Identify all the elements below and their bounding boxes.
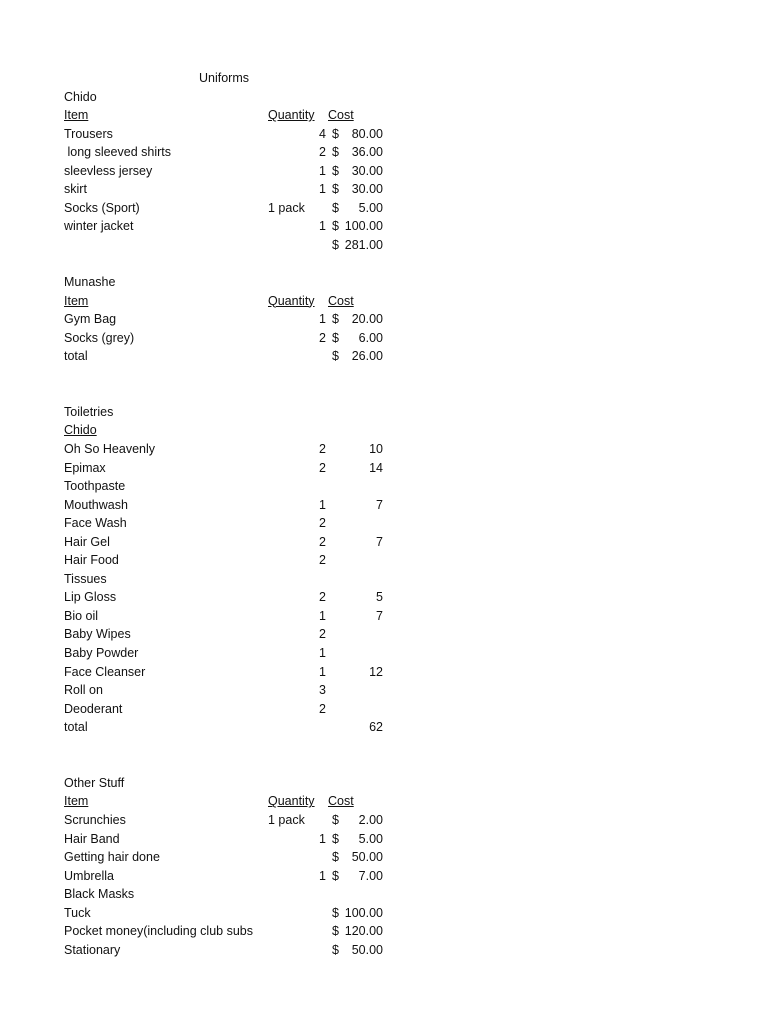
item-cell: Black Masks — [64, 887, 135, 902]
quantity-cell: 1 pack — [268, 812, 305, 827]
item-cell: Pocket money(including club subs — [64, 924, 253, 939]
item-cell: Socks (grey) — [64, 330, 135, 345]
cost-cell: 120.00 — [344, 924, 383, 939]
cost-cell: 7.00 — [358, 868, 383, 883]
quantity-cell: 2 — [319, 590, 326, 605]
item-cell: Baby Powder — [64, 646, 139, 660]
cost-cell: 100.00 — [344, 219, 383, 234]
currency-symbol: $ — [332, 163, 339, 178]
cost-cell: 50.00 — [351, 942, 383, 957]
section-title: Other Stuff — [64, 775, 125, 790]
table-row — [0, 848, 768, 867]
item-cell: Face Wash — [64, 516, 127, 531]
quantity-column-header: Quantity — [268, 108, 315, 123]
cost-cell: 20.00 — [351, 312, 383, 327]
table-row — [0, 941, 768, 960]
table-row — [0, 922, 768, 941]
item-cell: Scrunchies — [64, 812, 126, 827]
total-amount: 26.00 — [351, 349, 383, 364]
currency-symbol: $ — [332, 831, 339, 846]
table-row — [0, 811, 768, 830]
item-cell: Bio oil — [64, 608, 99, 623]
item-cell: Deoderant — [64, 701, 123, 716]
table-row — [0, 199, 768, 218]
table-row — [0, 551, 768, 570]
cost-column-header: Cost — [328, 108, 354, 123]
item-cell: Stationary — [64, 942, 121, 957]
item-cell: Gym Bag — [64, 312, 117, 327]
item-cell: Lip Gloss — [64, 590, 117, 605]
table-row — [0, 514, 768, 533]
table-row — [0, 885, 768, 904]
total-amount: 62 — [369, 720, 383, 735]
item-cell: Toothpaste — [64, 479, 126, 494]
quantity-cell: 1 — [319, 312, 326, 327]
table-row — [0, 180, 768, 199]
total-row — [0, 718, 768, 737]
section-subheading-row — [0, 421, 768, 440]
cost-cell: 6.00 — [358, 330, 383, 345]
cost-cell: 7 — [376, 534, 383, 549]
item-cell: Roll on — [64, 683, 103, 698]
table-row — [0, 459, 768, 478]
quantity-cell: 2 — [319, 627, 326, 642]
table-row — [0, 644, 768, 663]
total-row — [0, 236, 768, 255]
section-subtitle: Chido — [64, 423, 97, 438]
table-row — [0, 477, 768, 496]
item-column-header: Item — [64, 108, 89, 123]
quantity-cell: 1 — [319, 664, 326, 679]
table-row — [0, 496, 768, 515]
table-row — [0, 440, 768, 459]
currency-symbol: $ — [332, 330, 339, 345]
quantity-cell: 1 — [319, 219, 326, 234]
currency-symbol: $ — [332, 145, 339, 160]
quantity-cell: 1 — [319, 497, 326, 512]
title-row — [0, 69, 768, 88]
page-title: Uniforms — [199, 71, 250, 85]
currency-symbol: $ — [332, 237, 339, 252]
item-cell: skirt — [64, 182, 87, 197]
cost-cell: 12 — [369, 664, 383, 679]
item-cell: sleevless jersey — [64, 163, 153, 178]
cost-cell: 2.00 — [358, 812, 383, 827]
item-cell: total — [64, 720, 88, 735]
item-cell: Epimax — [64, 460, 106, 475]
quantity-cell: 1 — [319, 868, 326, 883]
quantity-cell: 2 — [319, 534, 326, 549]
cost-cell: 30.00 — [351, 182, 383, 197]
item-cell: Oh So Heavenly — [64, 441, 156, 456]
quantity-cell: 2 — [319, 701, 326, 716]
item-cell: Umbrella — [64, 868, 115, 883]
table-row — [0, 162, 768, 181]
table-row — [0, 533, 768, 552]
item-column-header: Item — [64, 794, 89, 809]
cost-cell: 7 — [376, 497, 383, 512]
cost-cell: 36.00 — [351, 145, 383, 160]
section-title: Toiletries — [64, 404, 114, 419]
currency-symbol: $ — [332, 182, 339, 197]
quantity-cell: 1 — [319, 182, 326, 197]
quantity-cell: 2 — [319, 516, 326, 531]
table-row — [0, 125, 768, 144]
table-row — [0, 143, 768, 162]
currency-symbol: $ — [332, 942, 339, 957]
currency-symbol: $ — [332, 219, 339, 234]
quantity-cell: 2 — [319, 330, 326, 345]
currency-symbol: $ — [332, 200, 339, 215]
item-cell: Baby Wipes — [64, 627, 131, 642]
table-row — [0, 588, 768, 607]
table-row — [0, 663, 768, 682]
section-title: Chido — [64, 89, 97, 104]
table-row — [0, 867, 768, 886]
cost-cell: 10 — [369, 441, 383, 456]
quantity-column-header: Quantity — [268, 794, 315, 809]
table-row — [0, 607, 768, 626]
item-cell: Getting hair done — [64, 850, 160, 865]
table-row — [0, 329, 768, 348]
total-row — [0, 347, 768, 366]
cost-column-header: Cost — [328, 293, 354, 308]
item-cell: Trousers — [64, 126, 113, 141]
cost-cell: 5.00 — [358, 831, 383, 846]
table-row — [0, 681, 768, 700]
currency-symbol: $ — [332, 312, 339, 327]
quantity-cell: 2 — [319, 145, 326, 160]
table-row — [0, 217, 768, 236]
cost-cell: 5 — [376, 590, 383, 605]
item-cell: long sleeved shirts — [64, 145, 172, 160]
cost-cell: 100.00 — [344, 905, 383, 920]
section-heading-row — [0, 88, 768, 107]
quantity-cell: 1 — [319, 608, 326, 623]
table-row — [0, 830, 768, 849]
section-heading-row — [0, 774, 768, 793]
item-cell: Tuck — [64, 905, 91, 920]
section-heading-row — [0, 273, 768, 292]
table-row — [0, 625, 768, 644]
quantity-cell: 2 — [319, 553, 326, 568]
table-row — [0, 570, 768, 589]
table-row — [0, 904, 768, 923]
quantity-cell: 3 — [319, 683, 326, 698]
cost-cell: 5.00 — [358, 200, 383, 215]
column-header-row — [0, 792, 768, 811]
item-cell: Mouthwash — [64, 497, 128, 512]
item-cell: Hair Gel — [64, 534, 110, 549]
item-cell: Face Cleanser — [64, 664, 146, 679]
quantity-cell: 2 — [319, 441, 326, 456]
table-row — [0, 310, 768, 329]
quantity-cell: 1 pack — [268, 200, 305, 215]
quantity-cell: 1 — [319, 163, 326, 178]
currency-symbol: $ — [332, 812, 339, 827]
item-cell: Hair Band — [64, 831, 120, 846]
currency-symbol: $ — [332, 850, 339, 865]
cost-cell: 14 — [369, 460, 383, 475]
item-column-header: Item — [64, 293, 89, 308]
currency-symbol: $ — [332, 905, 339, 920]
quantity-cell: 1 — [319, 646, 326, 660]
section-title: Munashe — [64, 275, 116, 289]
item-cell: Socks (Sport) — [64, 200, 140, 215]
cost-column-header: Cost — [328, 794, 354, 809]
cost-cell: 50.00 — [351, 850, 383, 865]
column-header-row — [0, 106, 768, 125]
currency-symbol: $ — [332, 349, 339, 364]
cost-cell: 7 — [376, 608, 383, 623]
table-row — [0, 700, 768, 719]
currency-symbol: $ — [332, 868, 339, 883]
quantity-column-header: Quantity — [268, 293, 315, 308]
currency-symbol: $ — [332, 924, 339, 939]
currency-symbol: $ — [332, 126, 339, 141]
quantity-cell: 2 — [319, 460, 326, 475]
cost-cell: 80.00 — [351, 126, 383, 141]
item-cell: total — [64, 349, 88, 364]
total-amount: 281.00 — [344, 237, 383, 252]
quantity-cell: 1 — [319, 831, 326, 846]
item-cell: Tissues — [64, 571, 107, 586]
cost-cell: 30.00 — [351, 163, 383, 178]
item-cell: Hair Food — [64, 553, 119, 568]
column-header-row — [0, 292, 768, 311]
item-cell: winter jacket — [64, 219, 134, 234]
section-heading-row — [0, 403, 768, 422]
quantity-cell: 4 — [319, 126, 326, 141]
